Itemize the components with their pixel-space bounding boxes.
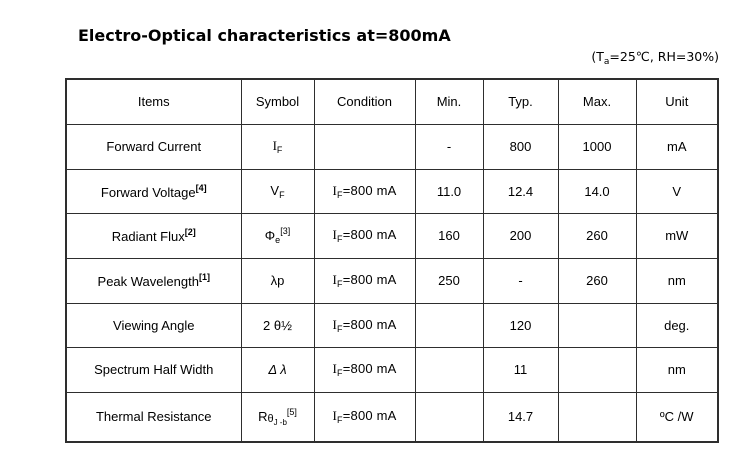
condition-value: =800 mA (342, 272, 397, 287)
table-row-spectrum-half-width (66, 347, 718, 392)
cell-condition (314, 213, 415, 258)
condition-subscript: F (337, 368, 343, 378)
condition-base: I (332, 227, 338, 242)
header-typ: Typ. (483, 79, 558, 124)
condition-base: I (332, 408, 338, 424)
ambient-conditions-note (591, 49, 719, 67)
condition-subscript: F (337, 234, 343, 244)
cell-item (66, 169, 241, 213)
item-superscript: [1] (198, 272, 210, 282)
cell-typ: 11 (483, 347, 558, 392)
cell-unit: nm (636, 258, 718, 303)
cell-max (558, 392, 636, 442)
cell-max: 14.0 (558, 169, 636, 213)
cell-item (66, 392, 241, 442)
cell-condition (314, 124, 415, 169)
cell-typ: 14.7 (483, 392, 558, 442)
item-label: Peak Wavelength (97, 274, 199, 289)
table-row-radiant-flux (66, 213, 718, 258)
symbol-superscript: [3] (280, 226, 291, 236)
electro-optical-characteristics-table (65, 78, 719, 443)
condition-subscript: F (337, 323, 343, 334)
cell-symbol (241, 169, 314, 213)
cell-typ: 120 (483, 303, 558, 347)
header-symbol: Symbol (241, 79, 314, 124)
cell-item (66, 258, 241, 303)
symbol-base: V (270, 182, 280, 198)
condition-base: I (332, 182, 338, 198)
symbol-base: λp (270, 273, 285, 288)
cell-condition (314, 392, 415, 442)
condition-subscript: F (337, 415, 343, 426)
cell-min (415, 347, 483, 392)
table-header-row (66, 79, 718, 124)
cell-min: 11.0 (415, 169, 483, 213)
condition-base: I (332, 361, 338, 376)
cell-symbol (241, 347, 314, 392)
cell-min (415, 392, 483, 442)
symbol-theta: θ (267, 412, 274, 425)
symbol-subscript: e (275, 235, 281, 245)
item-superscript: [4] (195, 182, 207, 193)
table-row-forward-voltage (66, 169, 718, 213)
cell-typ: 800 (483, 124, 558, 169)
cell-condition (314, 169, 415, 213)
cell-symbol (241, 392, 314, 442)
table-row-forward-current (66, 124, 718, 169)
header-max: Max. (558, 79, 636, 124)
symbol-superscript: [5] (286, 406, 297, 417)
cell-min: - (415, 124, 483, 169)
cell-item (66, 124, 241, 169)
symbol-base: Φ (264, 228, 276, 243)
item-label: Spectrum Half Width (94, 362, 214, 377)
cell-unit: ºC /W (636, 392, 718, 442)
cell-typ: 200 (483, 213, 558, 258)
item-label: Forward Current (106, 139, 202, 154)
cell-typ: - (483, 258, 558, 303)
header-items: Items (66, 79, 241, 124)
table-row-peak-wavelength (66, 258, 718, 303)
cell-symbol (241, 258, 314, 303)
condition-value: =800 mA (342, 182, 397, 198)
cell-condition (314, 347, 415, 392)
cell-symbol (241, 124, 314, 169)
note-subscript: a (603, 57, 610, 67)
table-row-thermal-resistance (66, 392, 718, 442)
cell-symbol (241, 213, 314, 258)
cell-max (558, 303, 636, 347)
header-min: Min. (415, 79, 483, 124)
cell-unit: nm (636, 347, 718, 392)
cell-condition (314, 303, 415, 347)
symbol-subscript: F (279, 189, 285, 200)
cell-min: 160 (415, 213, 483, 258)
condition-base: I (332, 316, 338, 332)
cell-unit: V (636, 169, 718, 213)
condition-value: =800 mA (342, 316, 397, 332)
condition-subscript: F (337, 279, 343, 289)
symbol-base: I (272, 138, 277, 153)
item-label: Forward Voltage (100, 184, 196, 200)
symbol-base: R (258, 408, 268, 424)
cell-item (66, 303, 241, 347)
cell-max: 1000 (558, 124, 636, 169)
condition-value: =800 mA (342, 361, 397, 376)
cell-min: 250 (415, 258, 483, 303)
header-unit: Unit (636, 79, 718, 124)
symbol-base: Δ λ (268, 362, 287, 377)
note-rest: =25℃, RH=30%) (609, 49, 719, 64)
cell-unit: deg. (636, 303, 718, 347)
item-label: Viewing Angle (113, 317, 195, 333)
cell-item (66, 347, 241, 392)
cell-max: 260 (558, 258, 636, 303)
cell-symbol (241, 303, 314, 347)
cell-item (66, 213, 241, 258)
symbol-base: 2 θ½ (263, 317, 292, 333)
symbol-subscript: F (276, 145, 283, 155)
cell-unit: mA (636, 124, 718, 169)
page-title: Electro-Optical characteristics at=800mA (78, 26, 451, 45)
cell-typ: 12.4 (483, 169, 558, 213)
table-row-viewing-angle (66, 303, 718, 347)
cell-condition (314, 258, 415, 303)
item-label: Radiant Flux (111, 229, 185, 244)
note-prefix: (T (591, 49, 604, 64)
item-superscript: [2] (184, 227, 196, 237)
item-label: Thermal Resistance (95, 409, 212, 425)
cell-max: 260 (558, 213, 636, 258)
symbol-subscript: J -b (273, 417, 287, 427)
condition-value: =800 mA (342, 408, 397, 424)
condition-subscript: F (337, 189, 343, 200)
cell-unit: mW (636, 213, 718, 258)
condition-base: I (332, 272, 338, 287)
header-condition: Condition (314, 79, 415, 124)
cell-min (415, 303, 483, 347)
condition-value: =800 mA (342, 227, 397, 242)
cell-max (558, 347, 636, 392)
